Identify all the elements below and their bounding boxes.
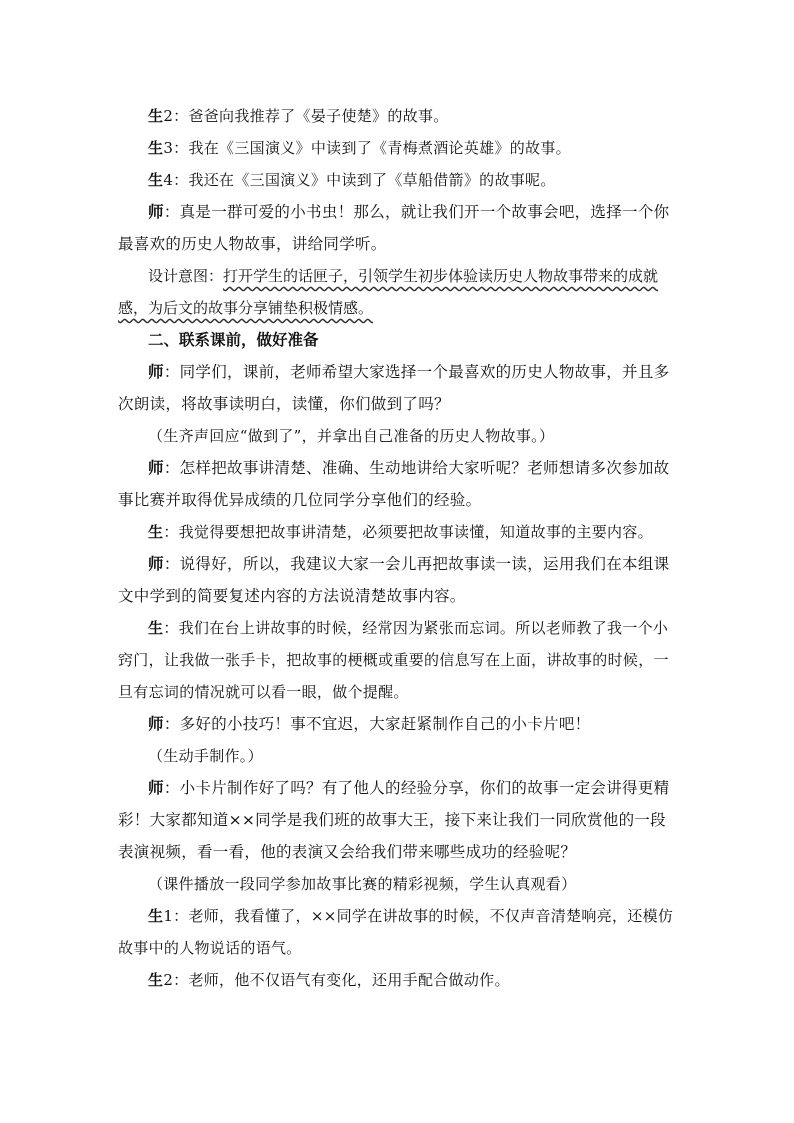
paragraph-text: ：怎样把故事讲清楚、准确、生动地讲给大家听呢？老师想请多次参加故事比赛并取得优异成绩的几位同学分享他们的经验。	[118, 459, 670, 509]
paragraph-text: 2：爸爸向我推荐了《晏子使楚》的故事。	[163, 107, 449, 125]
paragraph-text: （生齐声回应“做到了”，并拿出自己准备的历史人物故事。）	[148, 427, 555, 445]
paragraph-stage-direction	[118, 868, 676, 900]
paragraph-teacher	[118, 548, 676, 612]
speaker-label: 师	[148, 779, 164, 797]
speaker-label: 师	[148, 555, 164, 573]
paragraph-text: （课件播放一段同学参加故事比赛的精彩视频，学生认真观看）	[148, 875, 577, 893]
section-heading: 二、联系课前，做好准备	[148, 331, 319, 349]
paragraph-stage-direction	[118, 420, 676, 452]
speaker-label: 生	[148, 139, 164, 157]
paragraph-text: 1：老师，我看懂了，××同学在讲故事的时候，不仅声音清楚响亮，还模仿故事中的人物说话的语气。	[118, 907, 674, 957]
speaker-label: 生	[148, 619, 164, 637]
paragraph-text: ：小卡片制作好了吗？有了他人的经验分享，你们的故事一定会讲得更精彩！大家都知道××同学是我们班的故事大王，接下来让我们一同欣赏他的一段表演视频，看一看，他的表演又会给我们带来哪些成功的经验呢？	[118, 779, 670, 861]
speaker-label: 师	[148, 715, 164, 733]
speaker-label: 生	[148, 907, 164, 925]
design-intent	[118, 260, 676, 324]
paragraph-student-4	[118, 164, 676, 196]
paragraph-stage-direction	[118, 740, 676, 772]
speaker-label: 师	[148, 203, 164, 221]
paragraph-text: 3：我在《三国演义》中读到了《青梅煮酒论英雄》的故事。	[163, 139, 571, 157]
paragraph-teacher	[118, 196, 676, 260]
paragraph-text: ：真是一群可爱的小书虫！那么，就让我们开一个故事会吧，选择一个你最喜欢的历史人物故事，讲给同学听。	[118, 203, 670, 253]
paragraph-teacher	[118, 356, 676, 420]
paragraph-teacher	[118, 708, 676, 740]
paragraph-student	[118, 612, 676, 708]
design-intent-label: 设计意图：	[148, 267, 224, 285]
speaker-label: 师	[148, 363, 164, 381]
speaker-label: 生	[148, 971, 164, 989]
paragraph-student-3	[118, 132, 676, 164]
paragraph-text: （生动手制作。）	[148, 747, 263, 765]
speaker-label: 生	[148, 171, 164, 189]
paragraph-text: ：同学们，课前，老师希望大家选择一个最喜欢的历史人物故事，并且多次朗读，将故事读明白，读懂，你们做到了吗？	[118, 363, 670, 413]
speaker-label: 生	[148, 107, 164, 125]
paragraph-student	[118, 964, 676, 996]
paragraph-teacher	[118, 452, 676, 516]
paragraph-student	[118, 900, 676, 964]
paragraph-student-2	[118, 100, 676, 132]
paragraph-text: ：我觉得要想把故事讲清楚，必须要把故事读懂，知道故事的主要内容。	[163, 523, 653, 541]
speaker-label: 生	[148, 523, 164, 541]
design-intent-text: 打开学生的话匣子，引领学生初步体验读历史人物故事带来的成就感，为后文的故事分享铺垫积极情感。	[118, 267, 659, 317]
paragraph-text: ：说得好，所以，我建议大家一会儿再把故事读一读，运用我们在本组课文中学到的简要复述内容的方法说清楚故事内容。	[118, 555, 670, 605]
speaker-label: 师	[148, 459, 164, 477]
paragraph-text: ：多好的小技巧！事不宜迟，大家赶紧制作自己的小卡片吧！	[163, 715, 591, 733]
paragraph-teacher	[118, 772, 676, 868]
paragraph-text: 4：我还在《三国演义》中读到了《草船借箭》的故事呢。	[163, 171, 556, 189]
paragraph-text: ：我们在台上讲故事的时候，经常因为紧张而忘词。所以老师教了我一个小窍门，让我做一张手卡，把故事的梗概或重要的信息写在上面，讲故事的时候，一旦有忘词的情况就可以看一眼，做个提醒。	[118, 619, 669, 701]
paragraph-text: 2：老师，他不仅语气有变化，还用手配合做动作。	[163, 971, 510, 989]
paragraph-student	[118, 516, 676, 548]
